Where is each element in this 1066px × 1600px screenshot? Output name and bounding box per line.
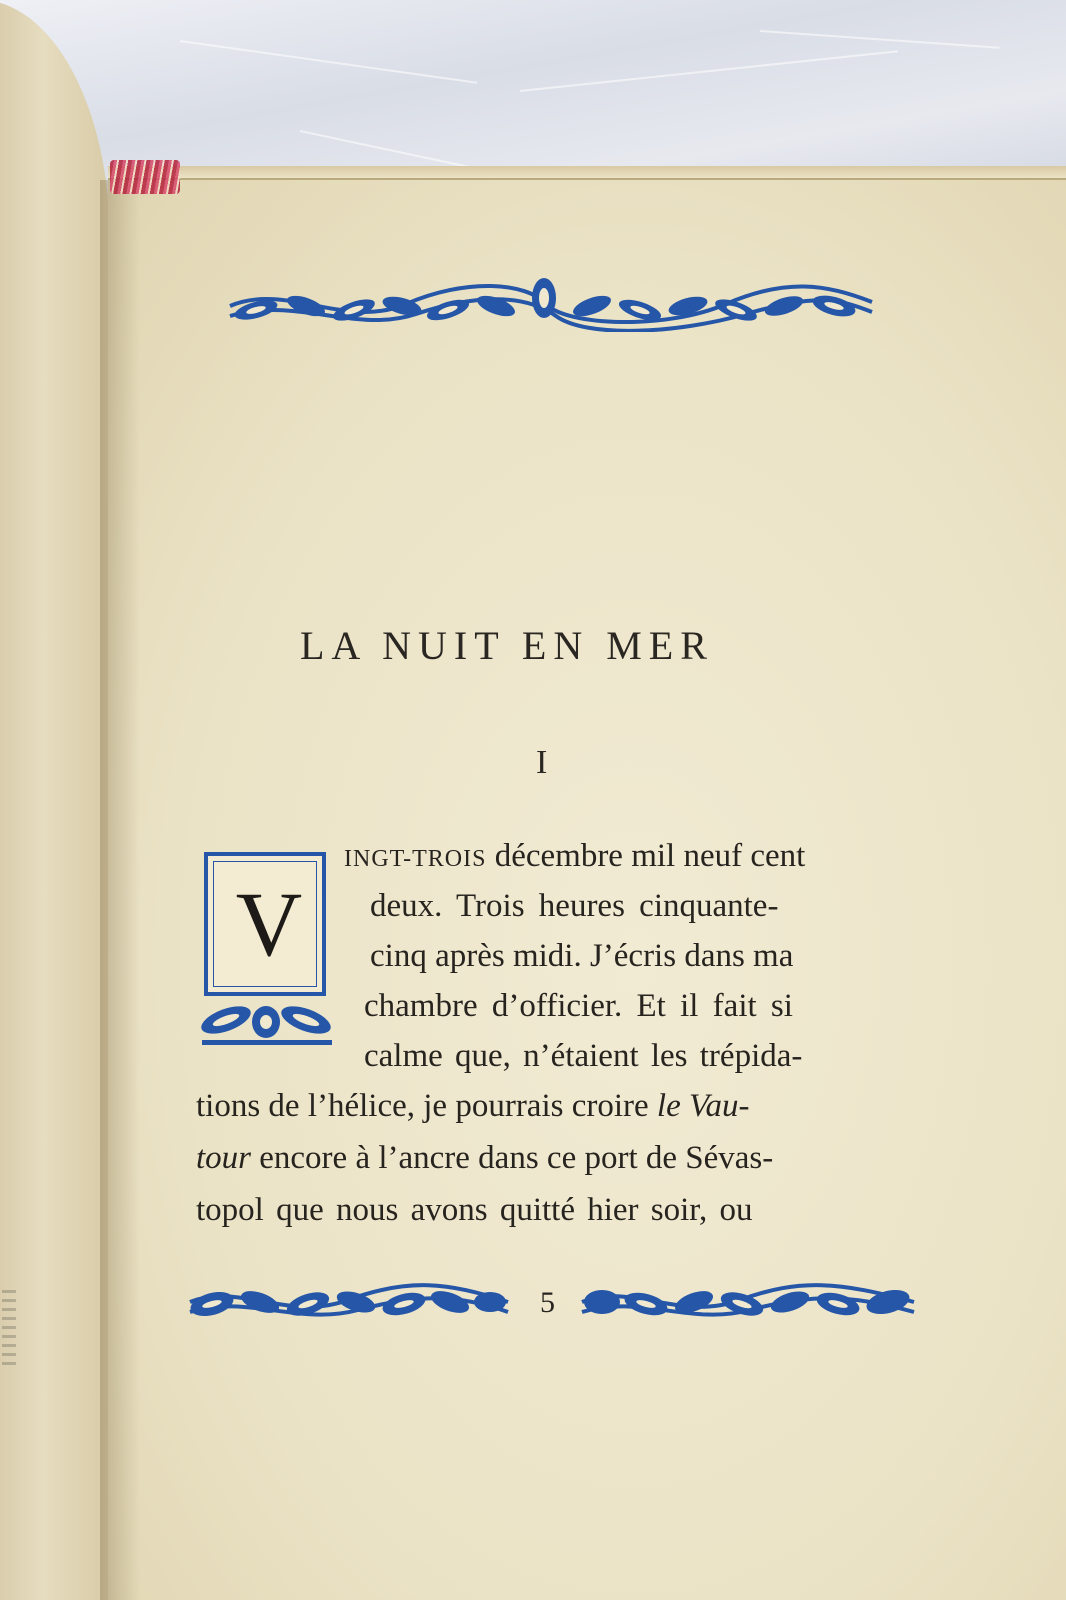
gutter-shadow (100, 180, 140, 1600)
text-line-7-rest: encore à l’ancre dans ce port de Sévas- (251, 1140, 774, 1176)
drop-cap (200, 852, 334, 1052)
facing-page-edge (0, 0, 110, 1600)
text-line-6-italic: le Vau- (656, 1088, 750, 1124)
page-number: 5 (540, 1286, 555, 1319)
text-line-6-start: tions de l’hélice, je pourrais croire (196, 1088, 657, 1124)
chapter-title: LA NUIT EN MER (300, 623, 714, 668)
bottom-ornament-band-left (188, 1278, 510, 1326)
text-line-7 (196, 1138, 773, 1178)
leaf-ornament-dropcap-icon (200, 996, 334, 1052)
text-line-3: cinq après midi. J’écris dans ma (370, 938, 794, 974)
chapter-number: I (536, 744, 548, 781)
top-ornament-band (226, 276, 876, 332)
text-line-6 (196, 1086, 749, 1126)
leaf-ornament-band-icon (580, 1278, 916, 1326)
drop-cap-letter: V (235, 873, 303, 975)
leaf-ornament-band-icon (226, 276, 876, 332)
text-line-1-rest: décembre mil neuf cent (494, 838, 806, 874)
text-line-7-italic: tour (196, 1140, 252, 1176)
ribbon-bookmark (110, 160, 180, 194)
facing-page-margin-notes (2, 1290, 16, 1370)
text-line-8: topol que nous avons quitté hier soir, ou (196, 1192, 753, 1228)
leaf-ornament-band-icon (188, 1278, 510, 1326)
text-line-4: chambre d’officier. Et il fait si (364, 988, 793, 1024)
text-line-2: deux. Trois heures cinquante- (370, 888, 779, 924)
text-line-1 (344, 836, 805, 879)
text-line-1-smallcaps: INGT-TROIS (344, 846, 487, 872)
bottom-ornament-band-right (580, 1278, 916, 1326)
drop-cap-frame (204, 852, 326, 996)
text-line-5: calme que, n’étaient les trépida- (364, 1038, 803, 1074)
